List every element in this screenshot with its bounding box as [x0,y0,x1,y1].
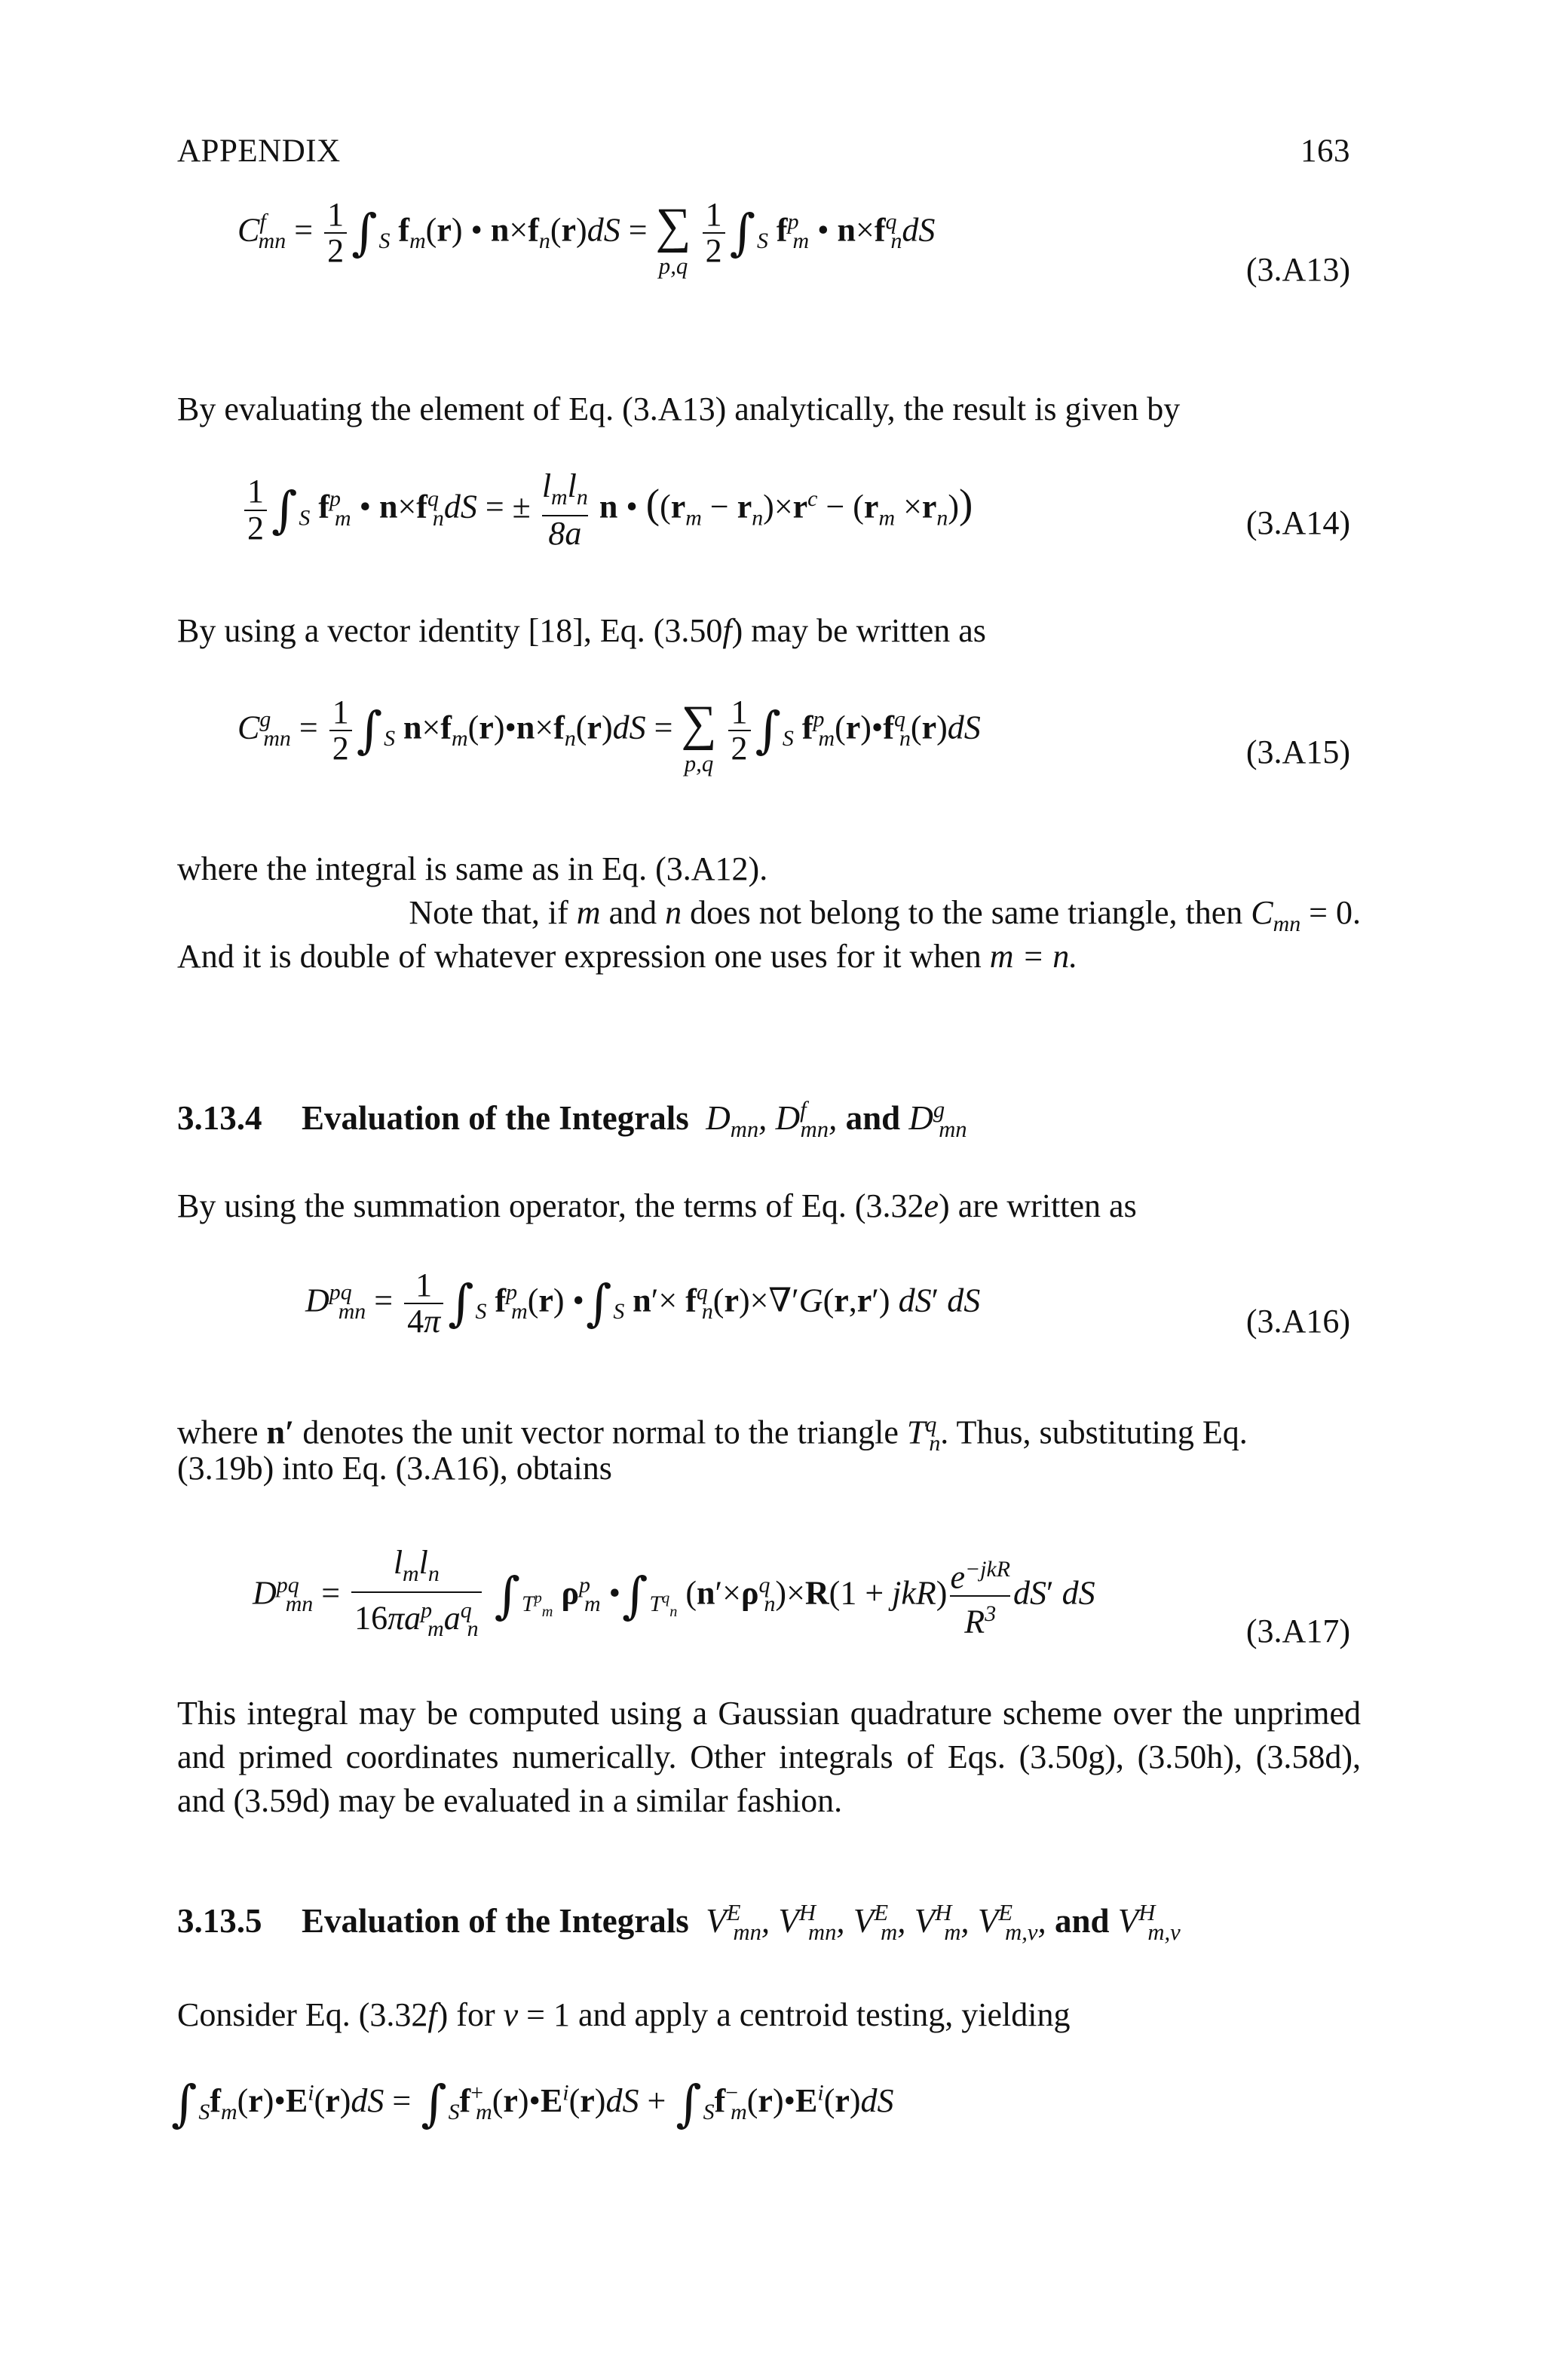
paragraph-substituting: (3.19b) into Eq. (3.A16), obtains [177,1450,612,1487]
equation-3-a17: $D^{pq}_{mn}$ = $\frac{l_ml_n}{16\pi a^p_ma^q_n}$ $\int_{T^p_m}$ $\rho^p_m$ $•\int_{T^q_n}$ $(n'\times\rho^q_n)\times R(1 + jkR)$ $\frac{e^{-jkR}}{R^3}$ dS′ dS [253,1545,1095,1647]
p4-text-c: does not belong to the same triangle, then [682,894,1251,931]
p10-text-v: v [503,1996,519,2033]
paragraph-double [177,935,1361,979]
p6-text-b: ) are written as [939,1187,1137,1224]
section-heading-3-13-5 [177,1900,1181,1946]
section-heading-3-13-4 [177,1097,967,1143]
p7-text-c: . Thus, substituting Eq. [940,1414,1248,1451]
p7-sup-q: q [925,1412,937,1437]
p10-text-a: Consider Eq. (3.32 [177,1996,428,2033]
p4-text-d: = 0. [1300,894,1361,931]
p4-text-m: m [576,894,601,931]
equation-3-a16: $D^{pq}_{mn}$ = $\frac{1}{4\pi}$ $\int_S$ $f^p_m(r)$ $•\int_S$ $n'\times f^q_n(r)\times\nabla'G(r,r')$ dS′ dS [305,1267,981,1340]
section-number: 3.13.5 [177,1902,262,1940]
running-head: APPENDIX [177,133,341,169]
p6-text-a: By using the summation operator, the terms of Eq. (3.32 [177,1187,924,1224]
equation-centroid-testing: $\int_Sf_m(r)•E^i(r)dS$ = $\int_Sf^+_m(r)•E^i(r)dS$ + $\int_Sf^-_m(r)•E^i(r)dS$ [171,2075,894,2133]
page-number: 163 [1300,133,1350,169]
p7-sub-n: n [929,1431,941,1456]
p10-text-b: ) for [437,1996,504,2033]
p4-text-a: Note that, if [409,894,577,931]
equation-number-3-a14: (3.A14) [1245,504,1350,541]
p2-text-a: By using a vector identity [18], Eq. (3.50 [177,612,723,649]
equation-3-a13: $C^f_{mn}$ = $\frac{1}{2}$ $\int_S$ $f_m(r)$ • $n\times f_n(r)dS$ = ∑ p,q $\frac{1}{2}$ $\int_S$ $f^p_m$ • $n\times f^q_ndS$ [237,196,936,279]
p7-text-b: denotes the unit vector normal to the triangle [294,1414,907,1451]
paragraph-evaluating: By evaluating the element of Eq. (3.A13) analytically, the result is given by [177,391,1181,427]
paragraph-vector-identity [177,609,1361,653]
section-symbols-a: $D_{mn}$, $D^f_{mn}$, [697,1097,838,1142]
equation-number-3-a15: (3.A15) [1245,734,1350,770]
p2-text-f: f [722,612,732,649]
equation-3-a15: $C^g_{mn}$ = $\frac{1}{2}$ $\int_S$ $n\times f_m(r)•n\times f_n(r)dS$ = ∑ p,q $\frac{1}{2}$ $\int_S$ $f^p_m(r)•f^q_n(r)dS$ [237,694,981,776]
section-symbols-b: $D^g_{mn}$ [908,1097,967,1142]
p7-text-a: where [177,1414,267,1451]
equation-3-a14: $\frac{1}{2}$ $\int_S$ $f^p_m$ • $n\times f^q_ndS$ = ± $\frac{l_ml_n}{8a}$ n • $((r_m - r_n)\times r^c - (r_m \times r_n))$ [241,469,973,551]
section-and: and [845,1099,901,1137]
p4-text-C: C [1251,894,1273,931]
section-symbols-b: $V^H_{m,v}$ [1117,1900,1181,1945]
equation-number-3-a13: (3.A13) [1245,251,1350,288]
p5-text-a: And it is double of whatever expression one uses for it when [177,938,990,975]
p2-text-b: ) may be written as [731,612,986,649]
section-symbols-a: $V^E_{mn}$, $V^H_{mn}$, $V^E_m$, $V^H_m$, $V^E_{m,v}$, [697,1900,1046,1945]
paragraph-gaussian: This integral may be computed using a Gaussian quadrature scheme over the unprimed and primed coordinates numerically. Other integrals of Eqs. (3.50g), (3.50h), (3.58d), and (3.59d) may be evaluated in a similar fashion. [177,1695,1361,1819]
section-title: Evaluation of the Integrals [302,1099,689,1137]
equation-number-3-a17: (3.A17) [1245,1613,1350,1649]
p5-text-b: m = n. [989,938,1078,975]
section-and: and [1054,1902,1110,1940]
p6-text-e: e [924,1187,939,1224]
p7-text-T: T [906,1414,926,1451]
section-title: Evaluation of the Integrals [302,1902,689,1940]
section-number: 3.13.4 [177,1099,262,1137]
equation-number-3-a16: (3.A16) [1245,1303,1350,1340]
p4-text-n: n [665,894,682,931]
paragraph-centroid [177,1993,1361,2037]
paragraph-same-integral: where the integral is same as in Eq. (3.A12). [177,850,768,887]
p10-text-c: = 1 and apply a centroid testing, yielding [518,1996,1071,2033]
p10-text-f: f [427,1996,437,2033]
p4-text-sub: mn [1273,911,1301,936]
paragraph-summation [177,1184,1361,1228]
p7-text-n: n′ [266,1414,295,1451]
p4-text-b: and [600,894,666,931]
